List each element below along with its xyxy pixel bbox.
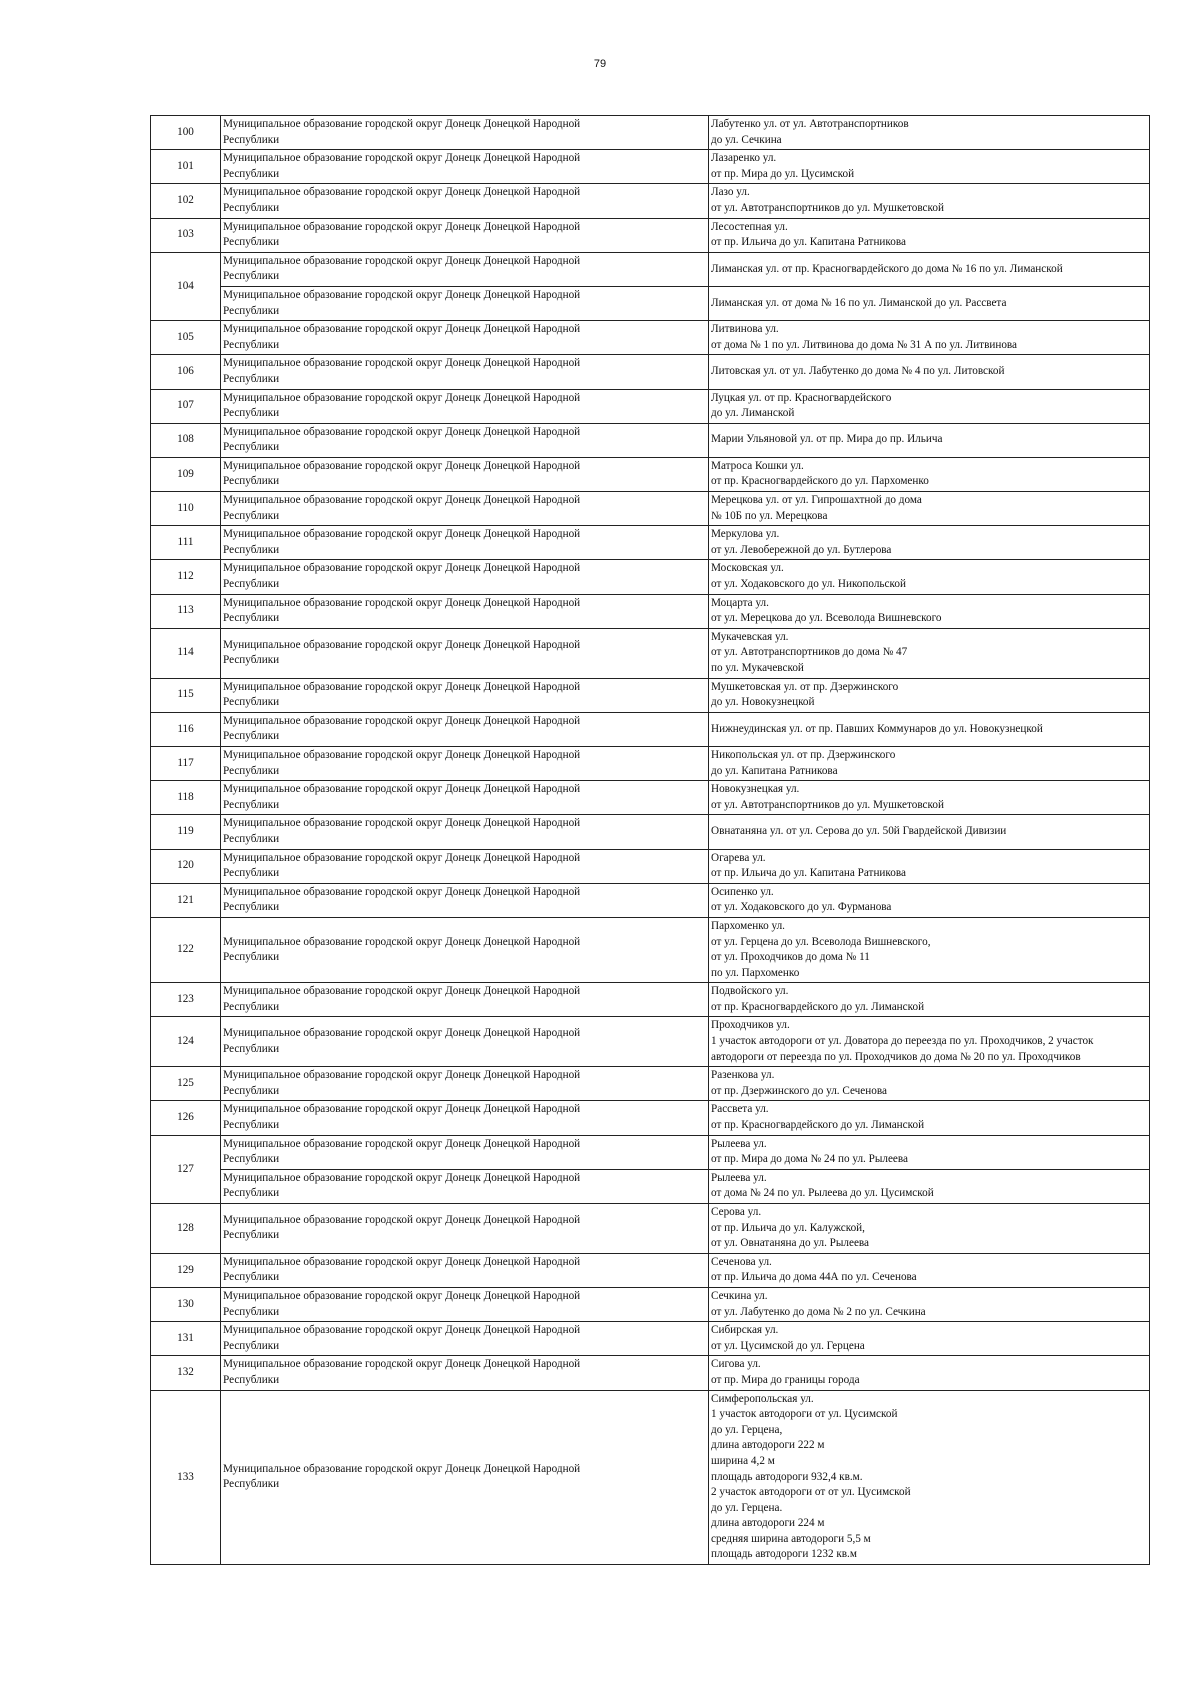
registry-body bbox=[151, 116, 1150, 1565]
street-cell bbox=[709, 983, 1150, 1017]
row-number-cell: 106 bbox=[151, 355, 221, 389]
table-row bbox=[151, 286, 1150, 320]
table-row bbox=[151, 1390, 1150, 1565]
municipality-cell bbox=[221, 116, 709, 150]
municipality-line: Муниципальное образование городской округ Донецк Донецкой Народной bbox=[223, 323, 581, 336]
street-line: Рассвета ул. bbox=[711, 1103, 769, 1116]
row-number-cell: 121 bbox=[151, 883, 221, 917]
municipality-cell bbox=[221, 1169, 709, 1203]
municipality-cell bbox=[221, 781, 709, 815]
street-line: Моцарта ул. bbox=[711, 596, 769, 609]
page-number: 79 bbox=[593, 58, 607, 70]
street-line: Рылеева ул. bbox=[711, 1171, 767, 1184]
municipality-cell bbox=[221, 1287, 709, 1321]
street-line: Новокузнецкая ул. bbox=[711, 783, 800, 796]
street-line: от ул. Левобережной до ул. Бутлерова bbox=[711, 543, 892, 556]
street-line: Матроса Кошки ул. bbox=[711, 459, 804, 472]
street-line: Литовская ул. от ул. Лабутенко до дома № 4 по ул. Литовской bbox=[711, 365, 1005, 378]
street-line: от ул. Герцена до ул. Всеволода Вишневского, bbox=[711, 935, 931, 948]
table-row bbox=[151, 218, 1150, 252]
municipality-line: Республики bbox=[223, 612, 280, 625]
street-line: ширина 4,2 м bbox=[711, 1454, 775, 1467]
street-line: Лазо ул. bbox=[711, 186, 750, 199]
municipality-line: Муниципальное образование городской округ Донецк Донецкой Народной bbox=[223, 357, 581, 370]
street-cell bbox=[709, 1101, 1150, 1135]
table-row bbox=[151, 983, 1150, 1017]
street-cell bbox=[709, 423, 1150, 457]
municipality-line: Республики bbox=[223, 167, 280, 180]
municipality-line: Муниципальное образование городской округ Донецк Донецкой Народной bbox=[223, 528, 581, 541]
row-number-cell: 123 bbox=[151, 983, 221, 1017]
table-row bbox=[151, 457, 1150, 491]
municipality-line: Республики bbox=[223, 1187, 280, 1200]
row-number-cell: 118 bbox=[151, 781, 221, 815]
row-number-cell: 133 bbox=[151, 1390, 221, 1565]
municipality-line: Республики bbox=[223, 1084, 280, 1097]
municipality-line: Муниципальное образование городской округ Донецк Донецкой Народной bbox=[223, 1069, 581, 1082]
street-line: от ул. Овнатаняна до ул. Рылеева bbox=[711, 1237, 870, 1250]
street-line: Нижнеудинская ул. от пр. Павших Коммунаров до ул. Новокузнецкой bbox=[711, 722, 1043, 735]
table-row bbox=[151, 781, 1150, 815]
street-cell bbox=[709, 781, 1150, 815]
street-line: от дома № 1 по ул. Литвинова до дома № 31 А по ул. Литвинова bbox=[711, 338, 1018, 351]
street-line: Сеченова ул. bbox=[711, 1255, 772, 1268]
municipality-line: Республики bbox=[223, 951, 280, 964]
table-row bbox=[151, 712, 1150, 746]
table-row bbox=[151, 1017, 1150, 1067]
table-row bbox=[151, 594, 1150, 628]
municipality-line: Муниципальное образование городской округ Донецк Донецкой Народной bbox=[223, 186, 581, 199]
street-line: Мукачевская ул. bbox=[711, 630, 789, 643]
municipality-line: Республики bbox=[223, 1119, 280, 1132]
street-line: от пр. Ильича до ул. Капитана Ратникова bbox=[711, 236, 906, 249]
street-line: от ул. Ходаковского до ул. Никопольской bbox=[711, 578, 906, 591]
municipality-cell bbox=[221, 917, 709, 982]
street-cell bbox=[709, 526, 1150, 560]
municipality-line: Муниципальное образование городской округ Донецк Донецкой Народной bbox=[223, 1171, 581, 1184]
table-row bbox=[151, 1101, 1150, 1135]
street-cell bbox=[709, 1253, 1150, 1287]
municipality-line: Республики bbox=[223, 1478, 280, 1491]
street-line: Пархоменко ул. bbox=[711, 919, 785, 932]
street-line: Сигова ул. bbox=[711, 1358, 761, 1371]
table-row bbox=[151, 150, 1150, 184]
table-row bbox=[151, 1322, 1150, 1356]
street-line: от ул. Автотранспортников до дома № 47 bbox=[711, 646, 908, 659]
street-line: Симферопольская ул. bbox=[711, 1392, 814, 1405]
street-cell bbox=[709, 457, 1150, 491]
municipality-line: Муниципальное образование городской округ Донецк Донецкой Народной bbox=[223, 425, 581, 438]
street-line: Сечкина ул. bbox=[711, 1289, 768, 1302]
municipality-line: Республики bbox=[223, 654, 280, 667]
row-number-cell: 113 bbox=[151, 594, 221, 628]
row-number-cell: 126 bbox=[151, 1101, 221, 1135]
table-row bbox=[151, 746, 1150, 780]
municipality-line: Республики bbox=[223, 1042, 280, 1055]
table-row bbox=[151, 389, 1150, 423]
street-line: от пр. Ильича до ул. Капитана Ратникова bbox=[711, 867, 906, 880]
municipality-line: Республики bbox=[223, 543, 280, 556]
row-number-cell: 110 bbox=[151, 492, 221, 526]
table-row bbox=[151, 184, 1150, 218]
street-line: Проходчиков ул. bbox=[711, 1019, 790, 1032]
municipality-line: Муниципальное образование городской округ Донецк Донецкой Народной bbox=[223, 985, 581, 998]
street-line: от ул. Мерецкова до ул. Всеволода Вишневского bbox=[711, 612, 942, 625]
street-line: от ул. Лабутенко до дома № 2 по ул. Сечкина bbox=[711, 1305, 926, 1318]
street-line: Осипенко ул. bbox=[711, 885, 774, 898]
table-row bbox=[151, 1356, 1150, 1390]
table-row bbox=[151, 815, 1150, 849]
municipality-line: Муниципальное образование городской округ Донецк Донецкой Народной bbox=[223, 1027, 581, 1040]
municipality-line: Республики bbox=[223, 764, 280, 777]
municipality-line: Республики bbox=[223, 304, 280, 317]
street-line: Разенкова ул. bbox=[711, 1069, 775, 1082]
street-cell bbox=[709, 746, 1150, 780]
street-line: Огарева ул. bbox=[711, 851, 766, 864]
street-line: до ул. Сечкина bbox=[711, 133, 782, 146]
table-row bbox=[151, 1067, 1150, 1101]
street-line: по ул. Мукачевской bbox=[711, 662, 804, 674]
street-cell bbox=[709, 712, 1150, 746]
street-cell bbox=[709, 184, 1150, 218]
row-number-cell: 107 bbox=[151, 389, 221, 423]
municipality-line: Муниципальное образование городской округ Донецк Донецкой Народной bbox=[223, 391, 581, 404]
municipality-line: Муниципальное образование городской округ Донецк Донецкой Народной bbox=[223, 1358, 581, 1371]
row-number-cell: 125 bbox=[151, 1067, 221, 1101]
street-line: автодороги от переезда по ул. Проходчиков до дома № 20 по ул. Проходчиков bbox=[711, 1050, 1081, 1063]
street-line: от ул. Проходчиков до дома № 11 bbox=[711, 951, 870, 964]
municipality-line: Республики bbox=[223, 578, 280, 591]
row-number-cell: 117 bbox=[151, 746, 221, 780]
street-line: до ул. Новокузнецкой bbox=[711, 696, 815, 709]
municipality-line: Республики bbox=[223, 201, 280, 214]
street-line: площадь автодороги 932,4 кв.м. bbox=[711, 1470, 863, 1483]
street-line: до ул. Лиманской bbox=[711, 407, 795, 420]
municipality-line: Республики bbox=[223, 867, 280, 880]
municipality-cell bbox=[221, 457, 709, 491]
municipality-cell bbox=[221, 815, 709, 849]
street-cell bbox=[709, 1017, 1150, 1067]
municipality-line: Республики bbox=[223, 1000, 280, 1013]
municipality-line: Муниципальное образование городской округ Донецк Донецкой Народной bbox=[223, 748, 581, 761]
municipality-line: Муниципальное образование городской округ Донецк Донецкой Народной bbox=[223, 220, 581, 233]
municipality-line: Муниципальное образование городской округ Донецк Донецкой Народной bbox=[223, 1289, 581, 1302]
table-row bbox=[151, 883, 1150, 917]
street-line: от ул. Цусимской до ул. Герцена bbox=[711, 1339, 865, 1352]
municipality-cell bbox=[221, 560, 709, 594]
municipality-line: Муниципальное образование городской округ Донецк Донецкой Народной bbox=[223, 714, 581, 727]
street-line: площадь автодороги 1232 кв.м bbox=[711, 1548, 857, 1561]
table-row bbox=[151, 678, 1150, 712]
municipality-cell bbox=[221, 321, 709, 355]
municipality-line: Республики bbox=[223, 696, 280, 709]
municipality-line: Республики bbox=[223, 901, 280, 914]
street-cell bbox=[709, 286, 1150, 320]
street-line: от пр. Мира до ул. Цусимской bbox=[711, 167, 855, 180]
municipality-cell bbox=[221, 849, 709, 883]
street-cell bbox=[709, 116, 1150, 150]
street-cell bbox=[709, 815, 1150, 849]
municipality-line: Республики bbox=[223, 1229, 280, 1242]
street-line: Сибирская ул. bbox=[711, 1324, 779, 1337]
municipality-line: Республики bbox=[223, 730, 280, 743]
table-row bbox=[151, 423, 1150, 457]
municipality-line: Республики bbox=[223, 1271, 280, 1284]
municipality-line: Муниципальное образование городской округ Донецк Донецкой Народной bbox=[223, 680, 581, 693]
street-line: от пр. Мира до дома № 24 по ул. Рылеева bbox=[711, 1153, 908, 1166]
municipality-line: Республики bbox=[223, 1373, 280, 1386]
municipality-line: Муниципальное образование городской округ Донецк Донецкой Народной bbox=[223, 596, 581, 609]
street-line: 1 участок автодороги от ул. Доватора до переезда по ул. Проходчиков, 2 участок bbox=[711, 1035, 1094, 1048]
row-number-cell: 128 bbox=[151, 1204, 221, 1254]
municipality-cell bbox=[221, 1356, 709, 1390]
street-line: Лазаренко ул. bbox=[711, 152, 777, 165]
municipality-line: Муниципальное образование городской округ Донецк Донецкой Народной bbox=[223, 494, 581, 507]
street-line: Московская ул. bbox=[711, 562, 784, 575]
municipality-cell bbox=[221, 1017, 709, 1067]
street-cell bbox=[709, 150, 1150, 184]
municipality-line: Муниципальное образование городской округ Донецк Донецкой Народной bbox=[223, 562, 581, 575]
municipality-line: Республики bbox=[223, 1339, 280, 1352]
street-cell bbox=[709, 1067, 1150, 1101]
municipality-line: Муниципальное образование городской округ Донецк Донецкой Народной bbox=[223, 783, 581, 796]
municipality-cell bbox=[221, 150, 709, 184]
street-line: Лесостепная ул. bbox=[711, 220, 788, 233]
row-number-cell: 129 bbox=[151, 1253, 221, 1287]
municipality-cell bbox=[221, 1101, 709, 1135]
table-row bbox=[151, 355, 1150, 389]
municipality-line: Муниципальное образование городской округ Донецк Донецкой Народной bbox=[223, 885, 581, 898]
row-number-cell: 105 bbox=[151, 321, 221, 355]
municipality-line: Муниципальное образование городской округ Донецк Донецкой Народной bbox=[223, 118, 581, 130]
street-cell bbox=[709, 1322, 1150, 1356]
municipality-line: Республики bbox=[223, 798, 280, 811]
street-line: Овнатаняна ул. от ул. Серова до ул. 50й Гвардейской Дивизии bbox=[711, 825, 1007, 838]
municipality-line: Муниципальное образование городской округ Донецк Донецкой Народной bbox=[223, 638, 581, 651]
municipality-cell bbox=[221, 1390, 709, 1565]
street-cell bbox=[709, 1204, 1150, 1254]
municipality-line: Республики bbox=[223, 1153, 280, 1166]
municipality-cell bbox=[221, 218, 709, 252]
street-line: от пр. Красногвардейского до ул. Лиманской bbox=[711, 1119, 925, 1132]
municipality-cell bbox=[221, 286, 709, 320]
street-line: Луцкая ул. от пр. Красногвардейского bbox=[711, 391, 892, 404]
municipality-line: Муниципальное образование городской округ Донецк Донецкой Народной bbox=[223, 1137, 581, 1150]
municipality-line: Республики bbox=[223, 509, 280, 522]
street-line: Никопольская ул. от пр. Дзержинского bbox=[711, 748, 896, 761]
street-cell bbox=[709, 849, 1150, 883]
municipality-line: Муниципальное образование городской округ Донецк Донецкой Народной bbox=[223, 851, 581, 864]
street-line: от ул. Автотранспортников до ул. Мушкетовской bbox=[711, 201, 944, 214]
row-number-cell: 115 bbox=[151, 678, 221, 712]
municipality-cell bbox=[221, 678, 709, 712]
municipality-line: Муниципальное образование городской округ Донецк Донецкой Народной bbox=[223, 459, 581, 472]
row-number-cell: 130 bbox=[151, 1287, 221, 1321]
municipality-line: Муниципальное образование городской округ Донецк Донецкой Народной bbox=[223, 1462, 581, 1475]
street-line: до ул. Капитана Ратникова bbox=[711, 764, 838, 777]
row-number-cell: 131 bbox=[151, 1322, 221, 1356]
municipality-line: Муниципальное образование городской округ Донецк Донецкой Народной bbox=[223, 288, 581, 301]
row-number-cell: 116 bbox=[151, 712, 221, 746]
street-line: Мушкетовская ул. от пр. Дзержинского bbox=[711, 680, 899, 693]
row-number-cell: 127 bbox=[151, 1135, 221, 1203]
municipality-cell bbox=[221, 1135, 709, 1169]
municipality-line: Муниципальное образование городской округ Донецк Донецкой Народной bbox=[223, 1213, 581, 1226]
row-number-cell: 104 bbox=[151, 252, 221, 320]
street-line: Лабутенко ул. от ул. Автотранспортников bbox=[711, 118, 909, 130]
street-cell bbox=[709, 883, 1150, 917]
street-line: средняя ширина автодороги 5,5 м bbox=[711, 1532, 871, 1545]
municipality-cell bbox=[221, 628, 709, 678]
municipality-cell bbox=[221, 594, 709, 628]
street-line: длина автодороги 222 м bbox=[711, 1439, 825, 1452]
municipality-line: Муниципальное образование городской округ Донецк Донецкой Народной bbox=[223, 152, 581, 165]
table-row bbox=[151, 1253, 1150, 1287]
row-number-cell: 120 bbox=[151, 849, 221, 883]
municipality-cell bbox=[221, 883, 709, 917]
municipality-cell bbox=[221, 423, 709, 457]
street-line: до ул. Герцена, bbox=[711, 1423, 783, 1436]
municipality-line: Республики bbox=[223, 338, 280, 351]
municipality-cell bbox=[221, 746, 709, 780]
street-line: Лиманская ул. от дома № 16 по ул. Лиманской до ул. Рассвета bbox=[711, 296, 1007, 309]
street-line: № 10Б по ул. Мерецкова bbox=[711, 509, 828, 522]
municipality-line: Муниципальное образование городской округ Донецк Донецкой Народной bbox=[223, 1255, 581, 1268]
street-line: от пр. Мира до границы города bbox=[711, 1373, 860, 1386]
street-line: Марии Ульяновой ул. от пр. Мира до пр. Ильича bbox=[711, 433, 943, 446]
street-cell bbox=[709, 1135, 1150, 1169]
municipality-line: Республики bbox=[223, 407, 280, 420]
street-line: Литвинова ул. bbox=[711, 323, 779, 336]
municipality-cell bbox=[221, 712, 709, 746]
municipality-cell bbox=[221, 526, 709, 560]
table-row bbox=[151, 1287, 1150, 1321]
municipality-line: Республики bbox=[223, 236, 280, 249]
municipality-line: Республики bbox=[223, 475, 280, 488]
street-line: от ул. Ходаковского до ул. Фурманова bbox=[711, 901, 892, 914]
street-line: Подвойского ул. bbox=[711, 985, 789, 998]
street-line: Меркулова ул. bbox=[711, 528, 780, 541]
row-number-cell: 124 bbox=[151, 1017, 221, 1067]
street-cell bbox=[709, 321, 1150, 355]
street-cell bbox=[709, 1390, 1150, 1565]
row-number-cell: 100 bbox=[151, 116, 221, 150]
street-cell bbox=[709, 355, 1150, 389]
table-row bbox=[151, 628, 1150, 678]
table-row bbox=[151, 1204, 1150, 1254]
row-number-cell: 112 bbox=[151, 560, 221, 594]
street-line: Рылеева ул. bbox=[711, 1137, 767, 1150]
table-row bbox=[151, 526, 1150, 560]
municipality-cell bbox=[221, 1204, 709, 1254]
table-row bbox=[151, 1169, 1150, 1203]
street-line: от пр. Дзержинского до ул. Сеченова bbox=[711, 1084, 887, 1097]
street-cell bbox=[709, 1356, 1150, 1390]
municipality-line: Республики bbox=[223, 270, 280, 283]
municipality-cell bbox=[221, 1322, 709, 1356]
municipality-line: Муниципальное образование городской округ Донецк Донецкой Народной bbox=[223, 1103, 581, 1116]
table-row bbox=[151, 116, 1150, 150]
municipality-line: Муниципальное образование городской округ Донецк Донецкой Народной bbox=[223, 1324, 581, 1337]
municipality-cell bbox=[221, 355, 709, 389]
table-row bbox=[151, 321, 1150, 355]
street-line: 1 участок автодороги от ул. Цусимской bbox=[711, 1408, 898, 1421]
row-number-cell: 108 bbox=[151, 423, 221, 457]
table-row bbox=[151, 560, 1150, 594]
table-row bbox=[151, 492, 1150, 526]
municipality-cell bbox=[221, 184, 709, 218]
street-line: Мерецкова ул. от ул. Гипрошахтной до дома bbox=[711, 494, 922, 507]
street-cell bbox=[709, 628, 1150, 678]
street-cell bbox=[709, 560, 1150, 594]
municipality-cell bbox=[221, 252, 709, 286]
street-line: от пр. Ильича до ул. Калужской, bbox=[711, 1221, 865, 1234]
street-line: Серова ул. bbox=[711, 1206, 762, 1218]
municipality-line: Республики bbox=[223, 1305, 280, 1318]
table-row bbox=[151, 917, 1150, 982]
row-number-cell: 103 bbox=[151, 218, 221, 252]
table-row bbox=[151, 252, 1150, 286]
street-line: от пр. Красногвардейского до ул. Пархоменко bbox=[711, 475, 929, 488]
street-cell bbox=[709, 917, 1150, 982]
municipality-line: Муниципальное образование городской округ Донецк Донецкой Народной bbox=[223, 935, 581, 948]
street-cell bbox=[709, 218, 1150, 252]
row-number-cell: 132 bbox=[151, 1356, 221, 1390]
municipality-line: Республики bbox=[223, 441, 280, 454]
municipality-line: Республики bbox=[223, 832, 280, 845]
street-cell bbox=[709, 1169, 1150, 1203]
municipality-cell bbox=[221, 492, 709, 526]
street-line: от дома № 24 по ул. Рылеева до ул. Цусимской bbox=[711, 1187, 934, 1200]
street-line: длина автодороги 224 м bbox=[711, 1517, 825, 1530]
street-cell bbox=[709, 594, 1150, 628]
roads-registry-table bbox=[150, 115, 1150, 1565]
street-line: до ул. Герцена. bbox=[711, 1501, 783, 1514]
municipality-line: Муниципальное образование городской округ Донецк Донецкой Народной bbox=[223, 817, 581, 830]
street-line: по ул. Пархоменко bbox=[711, 966, 800, 979]
street-line: от пр. Красногвардейского до ул. Лиманской bbox=[711, 1000, 925, 1013]
row-number-cell: 101 bbox=[151, 150, 221, 184]
street-line: от пр. Ильича до дома 44А по ул. Сеченова bbox=[711, 1271, 917, 1284]
street-cell bbox=[709, 252, 1150, 286]
municipality-line: Муниципальное образование городской округ Донецк Донецкой Народной bbox=[223, 254, 581, 267]
row-number-cell: 102 bbox=[151, 184, 221, 218]
street-cell bbox=[709, 389, 1150, 423]
municipality-cell bbox=[221, 389, 709, 423]
street-line: Лиманская ул. от пр. Красногвардейского до дома № 16 по ул. Лиманской bbox=[711, 262, 1063, 275]
municipality-cell bbox=[221, 983, 709, 1017]
street-line: 2 участок автодороги от от ул. Цусимской bbox=[711, 1486, 911, 1499]
street-cell bbox=[709, 492, 1150, 526]
row-number-cell: 119 bbox=[151, 815, 221, 849]
street-line: от ул. Автотранспортников до ул. Мушкетовской bbox=[711, 798, 944, 811]
table-row bbox=[151, 849, 1150, 883]
municipality-line: Республики bbox=[223, 133, 280, 146]
municipality-line: Республики bbox=[223, 372, 280, 385]
row-number-cell: 109 bbox=[151, 457, 221, 491]
row-number-cell: 111 bbox=[151, 526, 221, 560]
row-number-cell: 114 bbox=[151, 628, 221, 678]
street-cell bbox=[709, 678, 1150, 712]
municipality-cell bbox=[221, 1253, 709, 1287]
street-cell bbox=[709, 1287, 1150, 1321]
row-number-cell: 122 bbox=[151, 917, 221, 982]
table-row bbox=[151, 1135, 1150, 1169]
municipality-cell bbox=[221, 1067, 709, 1101]
